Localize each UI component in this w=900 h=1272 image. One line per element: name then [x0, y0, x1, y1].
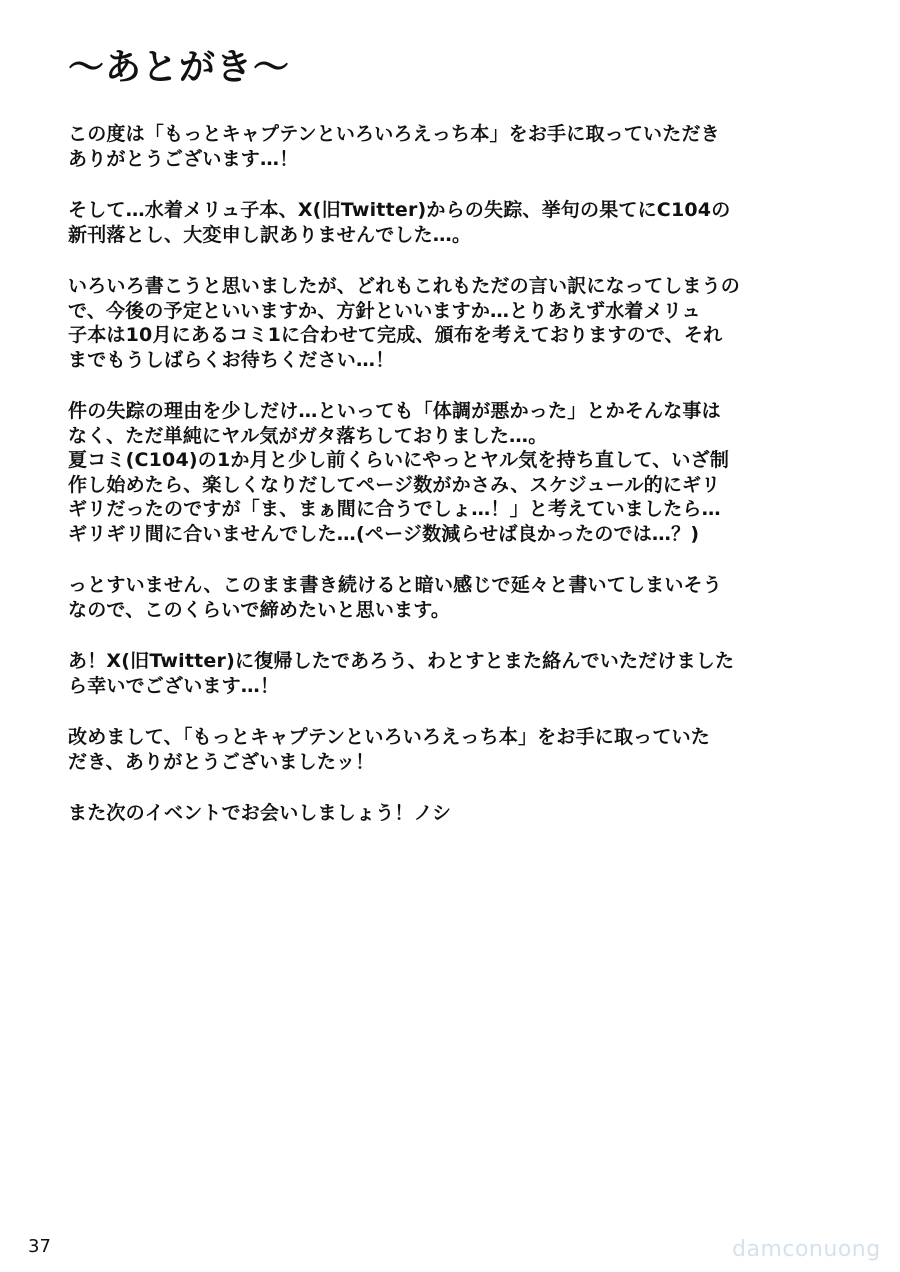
text-line: 子本は10月にあるコミ1に合わせて完成、頒布を考えておりますので、それ	[68, 324, 723, 346]
paragraph-2	[68, 198, 868, 247]
watermark: damconuong	[732, 1237, 881, 1262]
text-line: 夏コミ(C104)の1か月と少し前くらいにやっとヤル気を持ち直して、いざ制	[68, 449, 730, 471]
text-line: 改めまして、「もっとキャプテンといろいろえっち本」をお手に取っていた	[68, 726, 710, 748]
paragraph-4	[68, 399, 868, 546]
paragraph-8	[68, 801, 868, 826]
paragraph-7	[68, 725, 868, 774]
text-line: なく、ただ単純にヤル気がガタ落ちしておりました…。	[68, 424, 548, 447]
text-line: いろいろ書こうと思いましたが、どれもこれもただの言い訳になってしまうの	[68, 275, 741, 297]
text-line: また次のイベントでお会いしましょう！ノシ	[68, 802, 452, 824]
text-line: 作し始めたら、楽しくなりだしてページ数がかさみ、スケジュール的にギリ	[68, 473, 721, 496]
paragraph-5	[68, 573, 868, 622]
afterword-body	[68, 122, 868, 853]
text-line: この度は「もっとキャプテンといろいろえっち本」をお手に取っていただき	[68, 123, 720, 145]
text-line: 新刊落とし、大変申し訳ありませんでした…。	[68, 223, 472, 246]
text-line: ら幸いでございます…！	[68, 674, 280, 697]
text-line: までもうしばらくお待ちください…！	[68, 348, 395, 371]
paragraph-3	[68, 274, 868, 372]
paragraph-1	[68, 122, 868, 171]
text-line: だき、ありがとうございましたッ！	[68, 750, 375, 773]
text-line: なので、このくらいで締めたいと思います。	[68, 598, 451, 621]
text-line: ありがとうございます…！	[68, 147, 299, 170]
text-line: ギリだったのですが「ま、まぁ間に合うでしょ…！」と考えていましたら…	[68, 498, 721, 520]
paragraph-6	[68, 649, 868, 698]
text-line: あ！X(旧Twitter)に復帰したであろう、わとすとまた絡んでいただけました	[68, 650, 735, 672]
text-line: で、今後の予定といいますか、方針といいますか…とりあえず水着メリュ	[68, 299, 701, 322]
page-number: 37	[28, 1236, 51, 1257]
text-line: そして…水着メリュ子本、X(旧Twitter)からの失踪、挙句の果てにC104の	[68, 199, 731, 221]
text-line: ギリギリ間に合いませんでした…(ページ数減らせば良かったのでは…？)	[68, 522, 700, 545]
text-line: 件の失踪の理由を少しだけ…といっても「体調が悪かった」とかそんな事は	[68, 400, 721, 422]
text-line: っとすいません、このまま書き続けると暗い感じで延々と書いてしまいそう	[68, 574, 722, 596]
page-title: 〜あとがき〜	[68, 47, 291, 88]
